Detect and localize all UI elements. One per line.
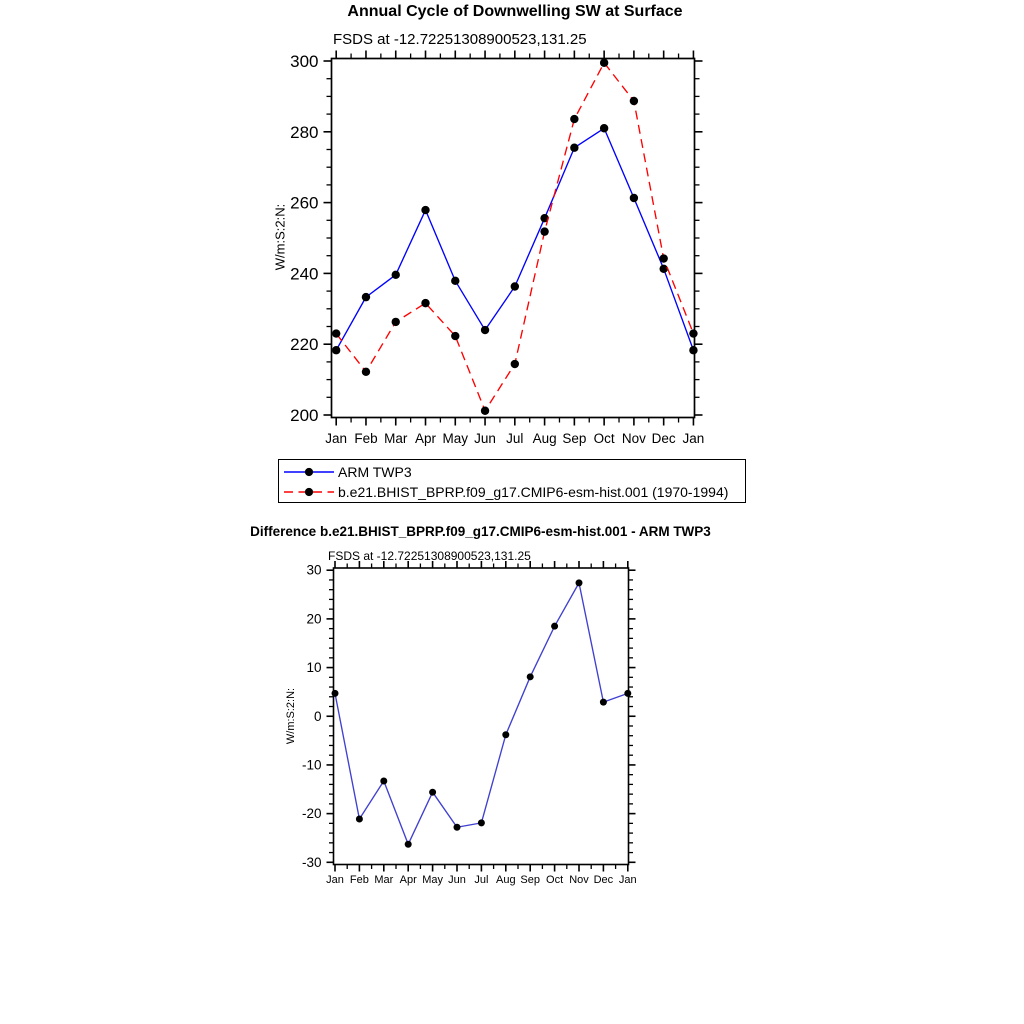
bottom-chart-month-label: Dec	[593, 874, 614, 886]
top-chart-month-label: Dec	[651, 431, 676, 446]
bottom-chart-y-tick-label: 30	[306, 562, 322, 578]
top-chart-data-point-marker	[421, 206, 429, 214]
legend-row-model	[279, 482, 745, 502]
top-chart-title: Annual Cycle of Downwelling SW at Surface	[347, 3, 683, 20]
bottom-chart-y-tick-label: -20	[301, 806, 322, 822]
top-chart-data-point-marker	[600, 59, 608, 67]
bottom-chart-data-point-marker	[429, 789, 436, 796]
bottom-chart-title: Difference b.e21.BHIST_BPRP.f09_g17.CMIP6-esm-hist.001 - ARM TWP3	[250, 524, 711, 539]
top-chart-month-label: Feb	[354, 431, 378, 446]
bottom-chart-month-label: Jan	[618, 874, 637, 886]
top-chart-month-label: Jan	[325, 431, 348, 446]
bottom-chart-data-point-marker	[454, 824, 461, 831]
legend-row-arm-twp3	[279, 462, 745, 482]
top-chart-month-label: Jan	[682, 431, 705, 446]
bottom-chart-month-label: Jan	[326, 874, 344, 886]
top-chart-data-point-marker	[659, 265, 667, 273]
top-chart-y-tick-label: 220	[290, 335, 319, 355]
top-chart-data-point-marker	[481, 407, 489, 415]
top-chart-month-label: Mar	[384, 431, 408, 446]
top-chart-data-point-marker	[600, 124, 608, 132]
top-chart-month-label: May	[442, 431, 469, 446]
top-chart-series-line-1	[336, 63, 693, 411]
bottom-chart-data-point-marker	[551, 623, 558, 630]
top-chart-data-point-marker	[630, 194, 638, 202]
top-chart-data-point-marker	[332, 329, 340, 337]
top-chart-y-tick-label: 260	[290, 193, 319, 213]
bottom-chart-y-tick-label: 10	[306, 660, 322, 676]
top-chart-month-label: Oct	[593, 431, 615, 446]
bottom-chart-subtitle: FSDS at -12.72251308900523,131.25	[328, 549, 531, 563]
top-chart-subtitle: FSDS at -12.72251308900523,131.25	[333, 31, 587, 48]
legend-label-model: b.e21.BHIST_BPRP.f09_g17.CMIP6-esm-hist.001 (1970-1994)	[338, 484, 729, 500]
legend	[278, 459, 746, 503]
top-chart-data-point-marker	[481, 326, 489, 334]
bottom-chart-y-tick-label: -10	[301, 757, 322, 773]
top-chart-data-point-marker	[511, 360, 519, 368]
bottom-chart-data-point-marker	[527, 673, 534, 680]
top-chart-month-label: Jul	[506, 431, 524, 446]
bottom-chart-data-point-marker	[576, 579, 583, 586]
bottom-chart-series-line-0	[335, 583, 628, 844]
bottom-chart-data-point-marker	[380, 777, 387, 784]
top-chart-data-point-marker	[451, 277, 459, 285]
top-chart-month-label: Aug	[532, 431, 557, 446]
bottom-chart-month-label: Apr	[399, 874, 417, 886]
bottom-chart-data-point-marker	[600, 699, 607, 706]
top-chart-data-point-marker	[540, 227, 548, 235]
top-chart-data-point-marker	[392, 318, 400, 326]
top-chart-data-point-marker	[570, 115, 578, 123]
bottom-chart-month-label: Feb	[349, 874, 369, 886]
top-chart-data-point-marker	[570, 144, 578, 152]
legend-label-arm-twp3: ARM TWP3	[338, 464, 412, 480]
top-chart-data-point-marker	[511, 282, 519, 290]
top-chart-data-point-marker	[451, 332, 459, 340]
top-chart-month-label: Nov	[621, 431, 646, 446]
top-chart-data-point-marker	[659, 254, 667, 262]
bottom-chart-month-label: Aug	[496, 874, 516, 886]
legend-line-sample-solid	[283, 466, 335, 478]
bottom-chart-y-tick-label: 0	[313, 708, 322, 724]
bottom-chart-y-axis-label: W/m:S:2:N:	[285, 687, 297, 745]
bottom-chart-data-point-marker	[405, 841, 412, 848]
bottom-chart-month-label: Jul	[474, 874, 489, 886]
bottom-chart-data-point-marker	[478, 819, 485, 826]
bottom-chart-month-label: May	[422, 874, 443, 886]
top-chart	[290, 51, 704, 447]
bottom-chart-y-tick-label: -30	[301, 854, 322, 870]
top-chart-month-label: Apr	[415, 431, 437, 446]
bottom-chart-month-label: Mar	[374, 874, 394, 886]
bottom-chart-data-point-marker	[356, 815, 363, 822]
top-chart-data-point-marker	[689, 329, 697, 337]
bottom-chart-month-label: Oct	[546, 874, 564, 886]
top-chart-data-point-marker	[392, 271, 400, 279]
top-chart-data-point-marker	[689, 346, 697, 354]
top-chart-data-point-marker	[332, 346, 340, 354]
bottom-chart-data-point-marker	[502, 731, 509, 738]
bottom-chart-data-point-marker	[332, 690, 339, 697]
top-chart-series-line-0	[336, 128, 693, 350]
top-chart-month-label: Sep	[562, 431, 587, 446]
legend-line-sample-dashed	[283, 486, 335, 498]
top-chart-y-axis-label: W/m:S:2:N:	[272, 203, 288, 271]
bottom-chart	[302, 561, 637, 886]
top-chart-y-tick-label: 240	[290, 264, 319, 284]
bottom-chart-y-tick-label: 20	[306, 611, 322, 627]
top-chart-data-point-marker	[630, 97, 638, 105]
bottom-chart-data-point-marker	[624, 690, 631, 697]
top-chart-data-point-marker	[421, 299, 429, 307]
top-chart-y-tick-label: 300	[290, 52, 319, 71]
bottom-chart-month-label: Jun	[448, 874, 466, 886]
top-chart-data-point-marker	[362, 293, 370, 301]
bottom-chart-month-label: Sep	[520, 874, 540, 886]
top-chart-y-tick-label: 200	[290, 406, 319, 425]
top-chart-data-point-marker	[362, 368, 370, 376]
bottom-chart-month-label: Nov	[569, 874, 589, 886]
top-chart-y-tick-label: 280	[290, 122, 319, 142]
top-chart-month-label: Jun	[474, 431, 496, 446]
